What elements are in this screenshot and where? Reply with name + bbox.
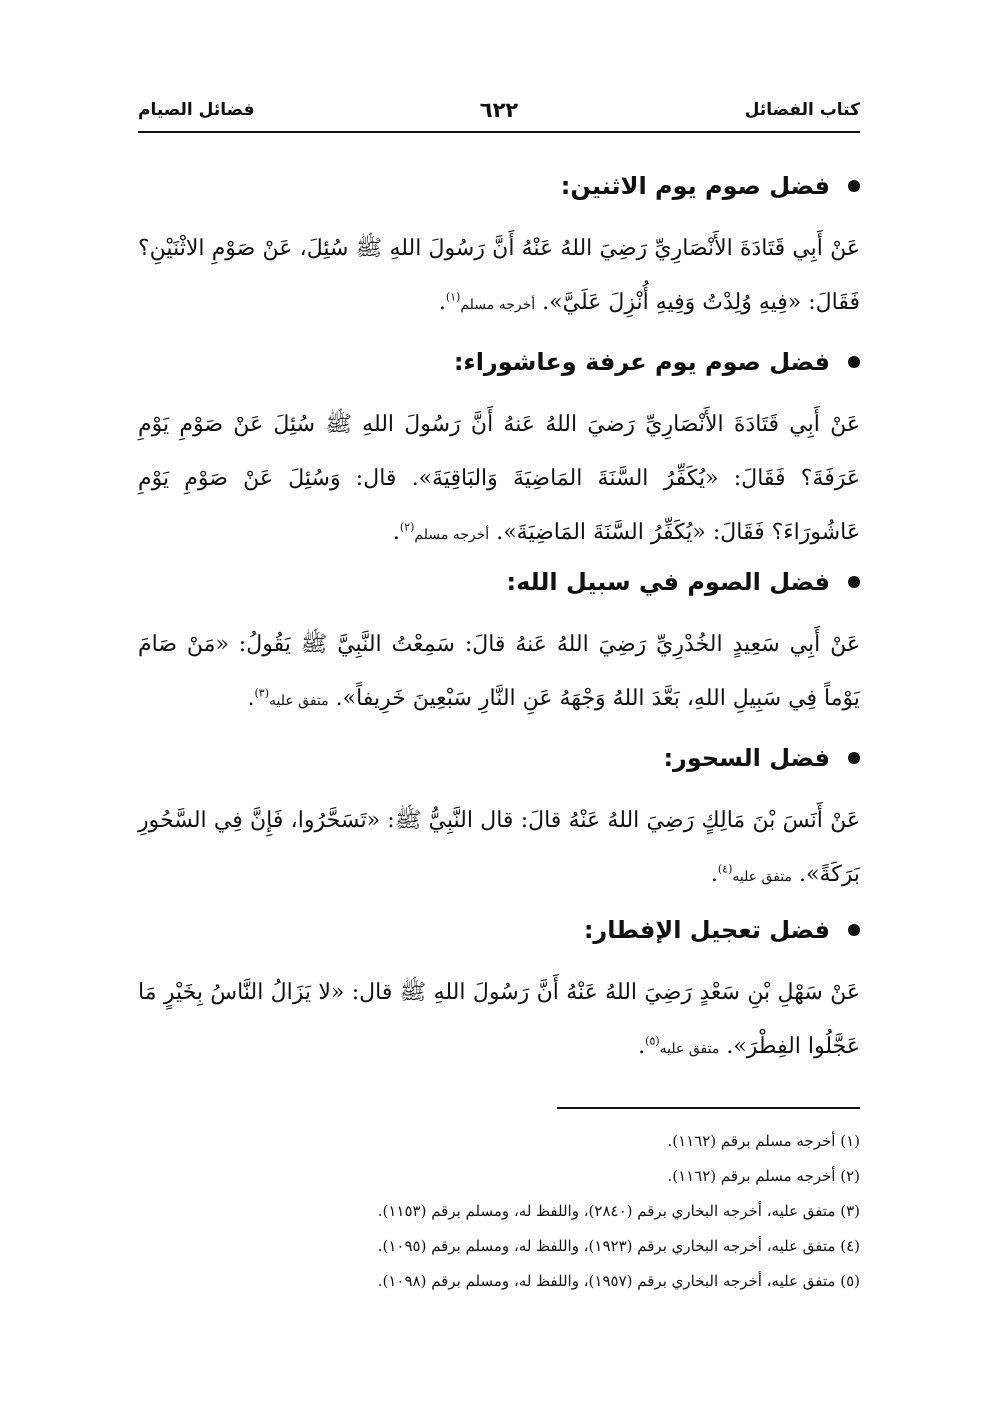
heading-text: فضل صوم يوم الاثنين: <box>560 172 830 200</box>
footnote-ref[interactable]: (٥) <box>645 1034 660 1048</box>
hadith-text: عَنْ أَبِي قَتَادَةَ الأَنْصَارِيِّ رَضِيَ اللهُ عَنْهُ أَنَّ رَسُولَ اللهِ ﷺ سُئِلَ، عَنْ صَوْمِ الاثْنَيْنِ؟ فَقَالَ: «فِيهِ وُلِدْتُ وَفِيهِ أُنْزِلَ عَلَيَّ». أخرجه مسلم$^{(١)}$. <box>138 236 860 315</box>
section-heading <box>138 166 860 206</box>
hadith-text: عَنْ أَبِي سَعِيدٍ الخُدْرِيِّ رَضِيَ اللهُ عَنهُ قالَ: سَمِعْتُ النَّبِيَّ ﷺ يَقُولُ: «مَنْ صَامَ يَوْماً فِي سَبِيلِ اللهِ، بَعَّدَ اللهُ وَجْهَهُ عَنِ النَّارِ سَبْعِينَ خَرِيفاً». متفق عليه$^{(٣)}$. <box>138 632 860 711</box>
section-heading <box>138 738 860 778</box>
bullet-icon <box>848 752 860 764</box>
footnote-ref[interactable]: (١) <box>445 290 461 304</box>
page-number: ٦٢٢ <box>479 98 519 122</box>
hadith-body: عَنْ أَبِي قَتَادَةَ الأَنْصَارِيِّ رَضِيَ اللهُ عَنْهُ أَنَّ رَسُولَ اللهِ ﷺ سُئِلَ، عَنْ صَوْمِ الاثْنَيْنِ؟ فَقَالَ: «فِيهِ وُلِدْتُ وَفِيهِ أُنْزِلَ عَلَيَّ». <box>138 236 860 315</box>
footnote-divider <box>557 1107 860 1109</box>
hadith-source: متفق عليه <box>269 693 329 709</box>
footnote-ref[interactable]: (٢) <box>399 520 415 534</box>
hadith-source: متفق عليه <box>659 1041 720 1057</box>
heading-text: فضل الصوم في سبيل الله: <box>506 568 830 596</box>
section-monday-fast <box>138 166 860 332</box>
book-title: كتاب الفضائل <box>744 100 860 120</box>
heading-text: فضل صوم يوم عرفة وعاشوراء: <box>453 348 830 376</box>
section-suhoor <box>138 738 860 904</box>
hadith-body: عَنْ أَبِي سَعِيدٍ الخُدْرِيِّ رَضِيَ اللهُ عَنهُ قالَ: سَمِعْتُ النَّبِيَّ ﷺ يَقُولُ: «مَنْ صَامَ يَوْماً فِي سَبِيلِ اللهِ، بَعَّدَ اللهُ وَجْهَهُ عَنِ النَّارِ سَبْعِينَ خَرِيفاً». <box>138 632 860 711</box>
footnote-item: (١) أخرجه مسلم برقم (١١٦٢). <box>667 1132 860 1150</box>
bullet-icon <box>848 356 860 368</box>
section-heading <box>138 342 860 382</box>
footnotes <box>138 1124 860 1299</box>
footnote-ref[interactable]: (٤) <box>717 862 733 876</box>
hadith-text: عَنْ سَهْلِ بْنِ سَعْدٍ رَضِيَ اللهُ عَنْهُ أَنَّ رَسُولَ اللهِ ﷺ قال: «لا يَزَالُ النَّاسُ بِخَيْرٍ مَا عَجَّلُوا الفِطْرَ». متفق عليه$^{(٥)}$. <box>138 980 860 1059</box>
heading-text: فضل تعجيل الإفطار: <box>583 916 830 944</box>
hadith-text: عَنْ أَبِي قَتَادَةَ الأَنْصَارِيِّ رَضيَ اللهُ عَنهُ أَنَّ رَسُولَ اللهِ ﷺ سُئِلَ عَنْ صَوْمِ يَوْمِ عَرَفَةَ؟ فَقَالَ: «يُكَفِّرُ السَّنَةَ المَاضِيَةَ وَالبَاقِيَةَ». قال: وَسُئِلَ عَنْ صَوْمِ يَوْمِ عَاشُورَاءَ؟ فَقَالَ: «يُكَفِّرُ السَّنَةَ المَاضِيَةَ». أخرجه مسلم$^{(٢)}$. <box>138 412 860 545</box>
hadith-body: عَنْ أَنَسَ بْنَ مَالِكٍ رَضِيَ اللهُ عَنْهُ قالَ: قال النَّبِيُّ ﷺ: «تَسَحَّرُوا، فَإِنَّ فِي السَّحُورِ بَرَكَةً». <box>138 808 860 887</box>
section-heading <box>138 910 860 950</box>
hadith-text: عَنْ أَنَسَ بْنَ مَالِكٍ رَضِيَ اللهُ عَنْهُ قالَ: قال النَّبِيُّ ﷺ: «تَسَحَّرُوا، فَإِنَّ فِي السَّحُورِ بَرَكَةً». متفق عليه$^{(٤)}$. <box>138 808 860 887</box>
hadith-source: أخرجه مسلم <box>460 297 536 313</box>
section-fasting-for-allah <box>138 562 860 728</box>
section-heading <box>138 562 860 602</box>
hadith-body: عَنْ سَهْلِ بْنِ سَعْدٍ رَضِيَ اللهُ عَنْهُ أَنَّ رَسُولَ اللهِ ﷺ قال: «لا يَزَالُ النَّاسُ بِخَيْرٍ مَا عَجَّلُوا الفِطْرَ». <box>138 980 860 1059</box>
section-arafah-ashura-fast <box>138 342 860 562</box>
footnote-item: (٢) أخرجه مسلم برقم (١١٦٢). <box>667 1167 860 1185</box>
page-header <box>138 98 860 128</box>
footnote-item: (٤) متفق عليه، أخرجه البخاري برقم (١٩٢٣)، واللفظ له، ومسلم برقم (١٠٩٥). <box>377 1237 860 1255</box>
hadith-body: عَنْ أَبِي قَتَادَةَ الأَنْصَارِيِّ رَضيَ اللهُ عَنهُ أَنَّ رَسُولَ اللهِ ﷺ سُئِلَ عَنْ صَوْمِ يَوْمِ عَرَفَةَ؟ فَقَالَ: «يُكَفِّرُ السَّنَةَ المَاضِيَةَ وَالبَاقِيَةَ». قال: وَسُئِلَ عَنْ صَوْمِ يَوْمِ عَاشُورَاءَ؟ فَقَالَ: «يُكَفِّرُ السَّنَةَ المَاضِيَةَ». <box>138 412 860 545</box>
bullet-icon <box>848 924 860 936</box>
section-hastening-iftar <box>138 910 860 1076</box>
heading-text: فضل السحور: <box>663 744 830 772</box>
header-divider <box>138 131 860 133</box>
footnote-item: (٣) متفق عليه، أخرجه البخاري برقم (٢٨٤٠)، واللفظ له، ومسلم برقم (١١٥٣). <box>377 1202 860 1220</box>
hadith-source: متفق عليه <box>732 869 793 885</box>
chapter-title: فضائل الصيام <box>138 100 255 120</box>
footnote-item: (٥) متفق عليه، أخرجه البخاري برقم (١٩٥٧)، واللفظ له، ومسلم برقم (١٠٩٨). <box>377 1272 860 1290</box>
hadith-source: أخرجه مسلم <box>414 527 490 543</box>
footnote-ref[interactable]: (٣) <box>254 686 269 700</box>
bullet-icon <box>848 576 860 588</box>
bullet-icon <box>848 180 860 192</box>
